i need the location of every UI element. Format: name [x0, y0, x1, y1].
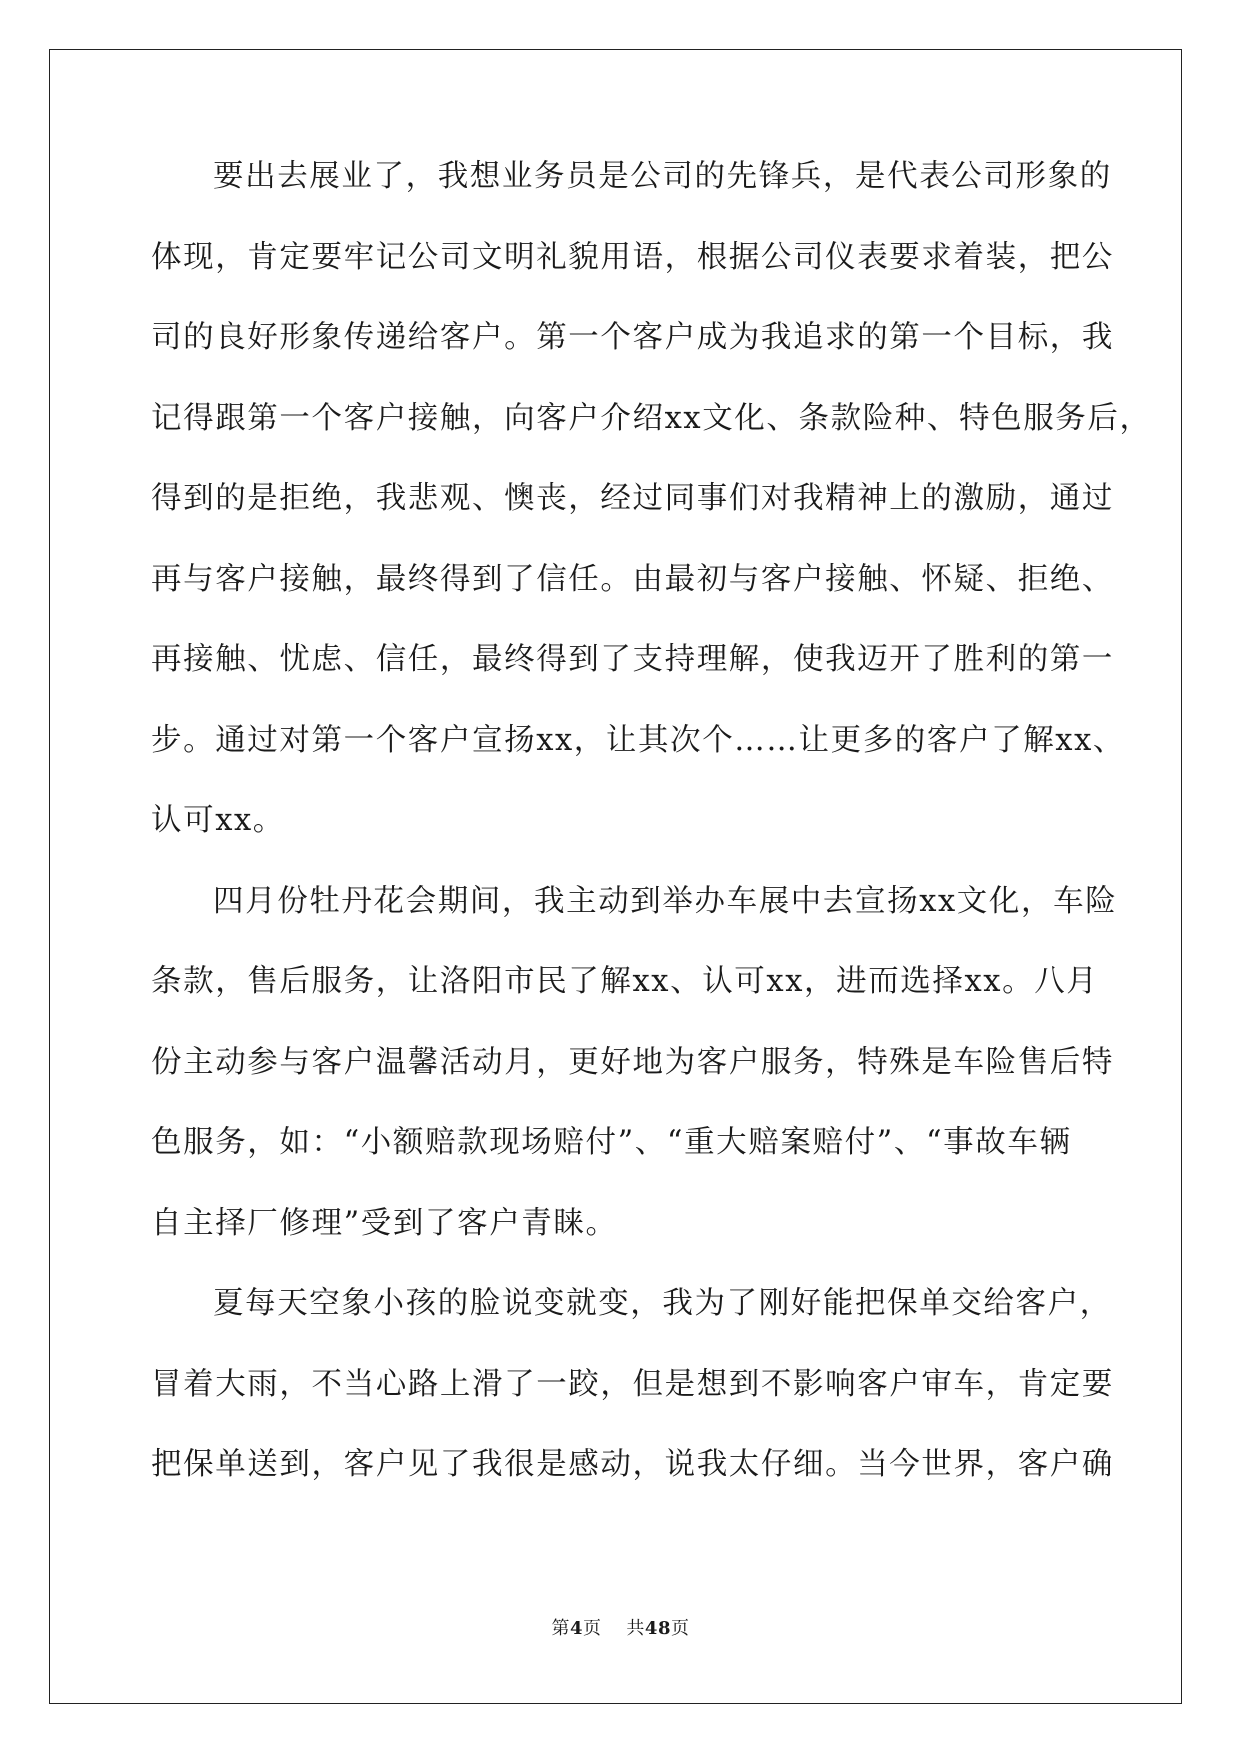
paragraph-1-line-6: 再与客户接触，最终得到了信任。由最初与客户接触、怀疑、拒绝、	[151, 561, 1114, 597]
page-number-footer	[0, 1618, 1241, 1640]
footer-total-suffix: 页	[670, 1618, 690, 1639]
paragraph-1-line-5: 得到的是拒绝，我悲观、懊丧，经过同事们对我精神上的激励，通过	[151, 481, 1114, 516]
current-page-number: 4	[570, 1618, 584, 1639]
paragraph-3-line-1: 夏每天空象小孩的脸说变就变，我为了刚好能把保单交给客户，	[213, 1286, 1112, 1321]
paragraph-1-line-9: 认可xx。	[151, 803, 285, 838]
paragraph-1-line-1: 要出去展业了，我想业务员是公司的先锋兵，是代表公司形象的	[213, 159, 1112, 194]
footer-prefix: 第	[551, 1618, 570, 1639]
paragraph-1-line-7: 再接触、忧虑、信任，最终得到了支持理解，使我迈开了胜利的第一	[151, 642, 1114, 677]
document-body	[151, 159, 1152, 1529]
paragraph-1-line-4: 记得跟第一个客户接触，向客户介绍xx文化、条款险种、特色服务后，	[151, 400, 1152, 436]
paragraph-2-line-5: 自主择厂修理”受到了客户青睐。	[151, 1205, 618, 1241]
footer-page-word: 页	[583, 1618, 602, 1639]
paragraph-3-line-2: 冒着大雨，不当心路上滑了一跤，但是想到不影响客户审车，肯定要	[151, 1366, 1114, 1402]
paragraph-1-line-2: 体现，肯定要牢记公司文明礼貌用语，根据公司仪表要求着装，把公	[151, 239, 1114, 275]
paragraph-2-line-1: 四月份牡丹花会期间，我主动到举办车展中去宣扬xx文化，车险	[213, 883, 1118, 919]
paragraph-3-line-3: 把保单送到，客户见了我很是感动，说我太仔细。当今世界，客户确	[151, 1447, 1114, 1482]
footer-total-prefix: 共	[626, 1618, 645, 1639]
total-page-count: 48	[644, 1618, 671, 1639]
paragraph-1-line-3: 司的良好形象传递给客户。第一个客户成为我追求的第一个目标，我	[151, 320, 1114, 355]
paragraph-1-line-8: 步。通过对第一个客户宣扬xx，让其次个……让更多的客户了解xx、	[151, 722, 1126, 758]
paragraph-2-line-2: 条款，售后服务，让洛阳市民了解xx、认可xx，进而选择xx。八月	[151, 964, 1099, 999]
paragraph-2-line-3: 份主动参与客户温馨活动月，更好地为客户服务，特殊是车险售后特	[151, 1044, 1114, 1080]
paragraph-2-line-4: 色服务，如：“小额赔款现场赔付”、“重大赔案赔付”、“事故车辆	[151, 1125, 1072, 1160]
